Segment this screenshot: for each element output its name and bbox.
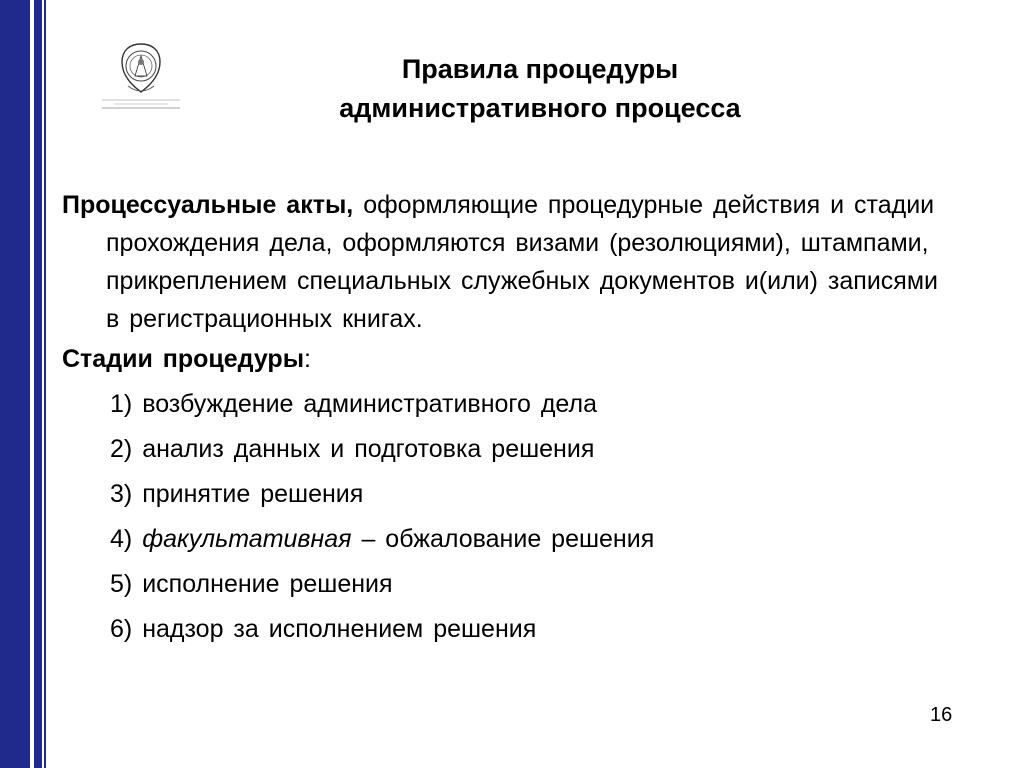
stage-item <box>62 472 942 517</box>
page-number: 16 <box>930 704 953 726</box>
stage-item <box>62 562 942 607</box>
side-stripe-narrow <box>34 0 42 768</box>
stages-heading-text: Стадии процедуры <box>62 345 305 373</box>
title-line-2: административного процесса <box>339 93 741 123</box>
stage-item <box>62 382 942 427</box>
side-stripe-wide <box>0 0 30 768</box>
stage-text: возбуждение административного дела <box>142 390 597 418</box>
stage-text: анализ данных и подготовка решения <box>142 435 595 463</box>
stages-list <box>62 382 942 652</box>
procedural-acts-term: Процессуальные акты, <box>62 191 354 219</box>
stage-item <box>62 427 942 472</box>
university-emblem-icon <box>100 40 182 112</box>
slide-title <box>250 50 830 128</box>
stage-item <box>62 607 942 652</box>
stage-text: надзор за исполнением решения <box>142 615 537 643</box>
stage-text: принятие решения <box>142 480 364 508</box>
stages-heading-colon: : <box>304 345 311 373</box>
stage-number: 2) <box>110 435 133 463</box>
stage-item <box>62 517 942 562</box>
procedural-acts-definition: оформляющие процедурные действия и стадии прохождения дела, оформляются визами (резолюциями), штампами, прикреплением специальных служебных документов и(или) записями в регистрационных книгах. <box>106 191 938 333</box>
procedural-acts-paragraph <box>62 186 942 338</box>
stage-number: 1) <box>110 390 133 418</box>
side-bar-decoration <box>0 0 48 768</box>
stage-number: 4) <box>110 525 133 553</box>
stage-italic-term: факультативная <box>142 525 352 553</box>
stage-text: – обжалование решения <box>361 525 655 553</box>
title-line-1: Правила процедуры <box>401 54 679 84</box>
side-stripe-thin <box>44 0 46 768</box>
stage-number: 3) <box>110 480 133 508</box>
stage-number: 6) <box>110 615 133 643</box>
slide-body <box>62 186 942 652</box>
stages-heading <box>62 340 942 378</box>
stage-number: 5) <box>110 570 133 598</box>
stage-text: исполнение решения <box>142 570 393 598</box>
